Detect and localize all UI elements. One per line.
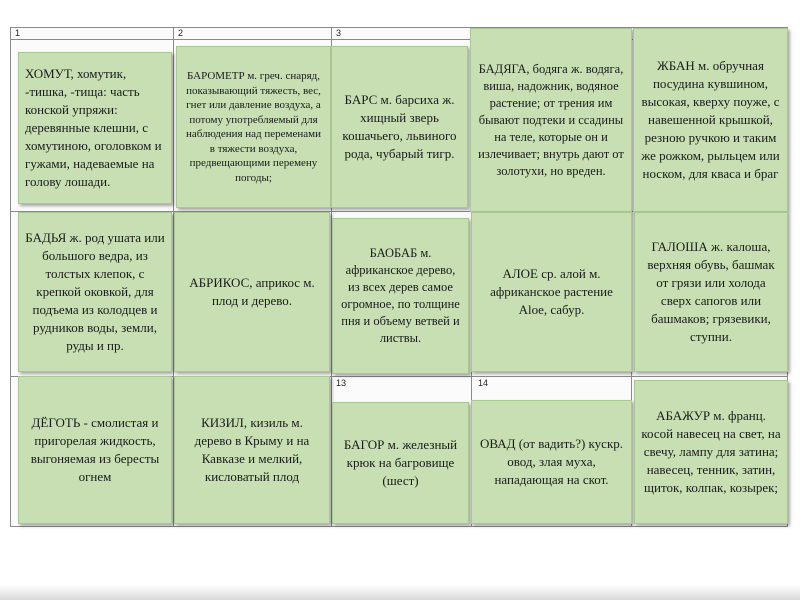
card-aloe: [471, 212, 632, 372]
card-text: АБРИКОС, априкос м. плод и дерево.: [189, 275, 315, 308]
card-bagor: [332, 402, 469, 524]
card-barometr: [176, 46, 331, 208]
card-bars: [331, 46, 468, 208]
card-kizil: [174, 376, 330, 524]
card-zhban: [633, 28, 788, 212]
card-badyaga: [470, 28, 632, 212]
cell-number: 14: [478, 378, 489, 388]
card-text: БАГОР м. железный крюк на багровище (шест): [343, 437, 458, 488]
cell-number: 1: [15, 28, 21, 38]
card-badya: [18, 212, 172, 372]
card-galosha: [634, 212, 788, 372]
card-text: ДЁГОТЬ - смолистая и пригорелая жидкость, выгоняемая из бересты огнем: [30, 415, 160, 484]
card-text: КИЗИЛ, кизиль м. дерево в Крыму и на Кавказе и мелкий, кисловатый плод: [194, 415, 310, 484]
card-text: БАОБАБ м. африканское дерево, из всех дерев самое огромное, по толщине пня и объему ветвей и листвы.: [341, 246, 460, 345]
card-text: БАДЬЯ ж. род ушата или большого ведра, из толстых клепок, с крепкой оковкой, для подъема из колодцев и рудников воды, земли, руды и пр.: [25, 230, 165, 353]
card-text: БАРС м. барсиха ж. хищный зверь кошачьего, львиного рода, чубарый тигр.: [342, 92, 457, 161]
card-ovad: [471, 400, 632, 524]
card-text: ОВАД (от вадить?) кускр. овод, злая муха, нападающая на скот.: [479, 436, 624, 487]
card-text: ЖБАН м. обручная посудина кувшином, высокая, кверху поуже, с навешенной крышкой, резною ручкою и таким же рожком, рыльцем или носком, для кваса и браг: [641, 58, 780, 181]
card-text: БАРОМЕТР м. греч. снаряд, показывающий тяжесть, вес, гнет или давление воздуха, а потому употребляемый для наблюдения над переменами в тяжести воздуха, предвещающими перемену погоды;: [185, 70, 322, 184]
card-abazhur: [634, 380, 788, 524]
card-degot: [18, 376, 172, 524]
cell-number: 3: [336, 28, 342, 38]
card-homut: [18, 52, 172, 204]
card-text: АБАЖУР м. франц. косой навесец на свет, на свечу, лампу для затина; навесец, тенник, затин, щиток, колпак, козырек;: [641, 408, 781, 495]
card-text: ХОМУТ, хомутик, -тишка, -тища: часть конской упряжи: деревянные клешни, с хомутиною, оголовком и гужами, надеваемые на голову лошади.: [25, 66, 162, 189]
cell-number: 2: [178, 28, 184, 38]
card-text: ГАЛОША ж. калоша, верхняя обувь, башмак от грязи или холода сверх сапогов или башмаков; грязевики, ступни.: [647, 239, 775, 344]
card-text: АЛОЕ ср. алой м. африканское растение Aloe, сабур.: [490, 266, 613, 317]
card-baobab: [332, 218, 469, 374]
cell-number: 13: [336, 378, 347, 388]
card-text: БАДЯГА, бодяга ж. водяга, виша, надожник, водяное растение; от трения им бывают подтеки и ссадины на теле, которые он и излечивает; внутрь дают от золотухи, но вреден.: [478, 61, 624, 178]
card-abrikos: [174, 212, 330, 372]
